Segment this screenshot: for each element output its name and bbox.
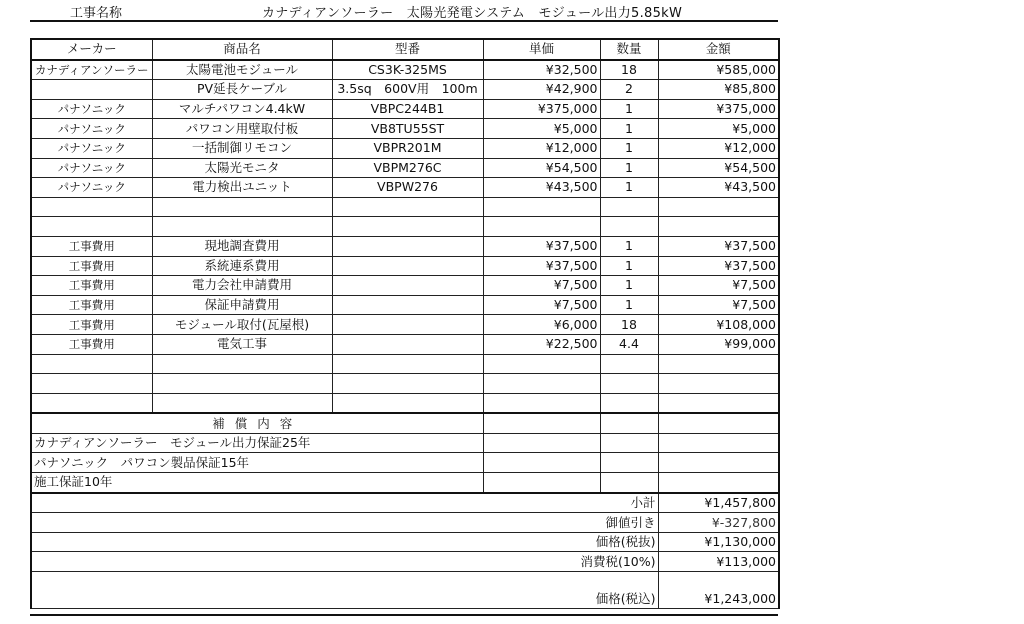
subtotal-label: 小計 [31,493,658,513]
model-cell: VBPR201M [332,138,483,158]
product-cell: モジュール取付(瓦屋根) [152,315,332,335]
amount-cell: ¥375,000 [658,99,779,119]
maker-cell: パナソニック [31,99,152,119]
maker-cell: 工事費用 [31,236,152,256]
table-row [31,99,779,119]
product-cell: 現地調査費用 [152,236,332,256]
amount-cell [658,217,779,237]
empty-cell [483,413,600,433]
product-cell: 保証申請費用 [152,295,332,315]
notes-divider [30,614,778,624]
warranty-line: カナディアンソーラー モジュール出力保証25年 [31,433,483,453]
warranty-line-row [31,473,779,493]
table-row [31,119,779,139]
discount-label: 御値引き [31,513,658,533]
empty-cell [600,473,658,493]
price-excl-row [31,532,779,552]
table-row [31,393,779,413]
unit-price-cell: ¥7,500 [483,295,600,315]
price-incl-value: ¥1,243,000 [658,572,779,609]
qty-cell: 1 [600,178,658,198]
product-cell: マルチパワコン4.4kW [152,99,332,119]
amount-cell: ¥99,000 [658,334,779,354]
table-row [31,80,779,100]
warranty-title-row [31,413,779,433]
qty-cell: 18 [600,60,658,80]
price-incl-label: 価格(税込) [31,572,658,609]
unit-price-cell: ¥37,500 [483,236,600,256]
product-cell: 系統連系費用 [152,256,332,276]
qty-cell: 1 [600,119,658,139]
maker-cell: 工事費用 [31,295,152,315]
unit-price-cell [483,197,600,217]
tax-value: ¥113,000 [658,552,779,572]
empty-cell [600,433,658,453]
maker-cell [31,197,152,217]
product-cell: 電気工事 [152,334,332,354]
model-cell [332,276,483,296]
table-row [31,197,779,217]
qty-cell: 1 [600,256,658,276]
col-header-qty: 数量 [600,39,658,60]
unit-price-cell: ¥37,500 [483,256,600,276]
table-row [31,334,779,354]
qty-cell [600,393,658,413]
product-cell: 太陽光モニタ [152,158,332,178]
model-cell [332,256,483,276]
warranty-line: パナソニック パワコン製品保証15年 [31,453,483,473]
table-row [31,276,779,296]
amount-cell: ¥12,000 [658,138,779,158]
table-row [31,374,779,394]
discount-row [31,513,779,533]
maker-cell [31,374,152,394]
quote-table [30,38,780,609]
maker-cell: カナディアンソーラー [31,60,152,80]
subtotal-value: ¥1,457,800 [658,493,779,513]
empty-cell [658,433,779,453]
model-cell [332,295,483,315]
model-cell [332,315,483,335]
model-cell [332,393,483,413]
maker-cell: 工事費用 [31,276,152,296]
amount-cell: ¥7,500 [658,276,779,296]
empty-cell [658,473,779,493]
unit-price-cell: ¥22,500 [483,334,600,354]
product-cell: 太陽電池モジュール [152,60,332,80]
tax-row [31,552,779,572]
qty-cell [600,354,658,374]
table-row [31,315,779,335]
empty-cell [600,413,658,433]
table-row [31,256,779,276]
col-header-amount: 金額 [658,39,779,60]
qty-cell: 1 [600,158,658,178]
model-cell [332,236,483,256]
empty-cell [658,413,779,433]
product-cell: PV延長ケーブル [152,80,332,100]
col-header-product: 商品名 [152,39,332,60]
model-cell [332,217,483,237]
product-cell [152,374,332,394]
project-title: カナディアンソーラー 太陽光発電システム モジュール出力5.85kW [262,6,683,21]
col-header-maker: メーカー [31,39,152,60]
qty-cell [600,374,658,394]
product-cell: 一括制御リモコン [152,138,332,158]
qty-cell: 1 [600,236,658,256]
table-row [31,60,779,80]
amount-cell: ¥43,500 [658,178,779,198]
unit-price-cell [483,354,600,374]
table-row [31,138,779,158]
price-incl-row [31,572,779,609]
price-excl-label: 価格(税抜) [31,532,658,552]
product-cell [152,197,332,217]
model-cell: VBPC244B1 [332,99,483,119]
amount-cell [658,374,779,394]
model-cell: VBPW276 [332,178,483,198]
amount-cell [658,354,779,374]
model-cell: CS3K-325MS [332,60,483,80]
product-cell [152,393,332,413]
maker-cell [31,393,152,413]
maker-cell: パナソニック [31,178,152,198]
unit-price-cell [483,393,600,413]
model-cell [332,197,483,217]
qty-cell: 4.4 [600,334,658,354]
maker-cell: 工事費用 [31,334,152,354]
empty-cell [658,453,779,473]
col-header-unit-price: 単価 [483,39,600,60]
maker-cell: パナソニック [31,119,152,139]
maker-cell [31,354,152,374]
unit-price-cell: ¥42,900 [483,80,600,100]
project-name-label: 工事名称 [70,6,123,21]
project-header [30,0,778,22]
amount-cell: ¥108,000 [658,315,779,335]
empty-cell [483,453,600,473]
amount-cell: ¥54,500 [658,158,779,178]
qty-cell: 1 [600,138,658,158]
model-cell: VB8TU55ST [332,119,483,139]
table-row [31,236,779,256]
product-cell [152,217,332,237]
amount-cell [658,197,779,217]
unit-price-cell: ¥54,500 [483,158,600,178]
empty-cell [600,453,658,473]
product-cell: パワコン用壁取付板 [152,119,332,139]
amount-cell: ¥585,000 [658,60,779,80]
table-row [31,295,779,315]
empty-cell [483,433,600,453]
table-row [31,178,779,198]
unit-price-cell: ¥32,500 [483,60,600,80]
amount-cell: ¥37,500 [658,256,779,276]
maker-cell: パナソニック [31,138,152,158]
amount-cell [658,393,779,413]
warranty-line-row [31,453,779,473]
table-row [31,354,779,374]
table-row [31,158,779,178]
unit-price-cell [483,374,600,394]
unit-price-cell: ¥5,000 [483,119,600,139]
model-cell [332,334,483,354]
warranty-title: 補償内容 [31,413,483,433]
unit-price-cell: ¥12,000 [483,138,600,158]
product-cell: 電力検出ユニット [152,178,332,198]
maker-cell: 工事費用 [31,256,152,276]
unit-price-cell: ¥43,500 [483,178,600,198]
qty-cell: 2 [600,80,658,100]
table-header-row [31,39,779,60]
maker-cell: パナソニック [31,158,152,178]
product-cell: 電力会社申請費用 [152,276,332,296]
product-cell [152,354,332,374]
amount-cell: ¥37,500 [658,236,779,256]
discount-value: ¥-327,800 [658,513,779,533]
qty-cell: 1 [600,99,658,119]
table-row [31,217,779,237]
model-cell [332,374,483,394]
empty-cell [483,473,600,493]
maker-cell [31,217,152,237]
warranty-line: 施工保証10年 [31,473,483,493]
unit-price-cell: ¥7,500 [483,276,600,296]
model-cell: VBPM276C [332,158,483,178]
model-cell: 3.5sq 600V用 100m [332,80,483,100]
qty-cell: 1 [600,276,658,296]
qty-cell [600,197,658,217]
tax-label: 消費税(10%) [31,552,658,572]
qty-cell [600,217,658,237]
amount-cell: ¥7,500 [658,295,779,315]
maker-cell: 工事費用 [31,315,152,335]
qty-cell: 18 [600,315,658,335]
unit-price-cell [483,217,600,237]
model-cell [332,354,483,374]
warranty-line-row [31,433,779,453]
amount-cell: ¥5,000 [658,119,779,139]
subtotal-row [31,493,779,513]
price-excl-value: ¥1,130,000 [658,532,779,552]
qty-cell: 1 [600,295,658,315]
amount-cell: ¥85,800 [658,80,779,100]
maker-cell [31,80,152,100]
col-header-model: 型番 [332,39,483,60]
unit-price-cell: ¥375,000 [483,99,600,119]
unit-price-cell: ¥6,000 [483,315,600,335]
